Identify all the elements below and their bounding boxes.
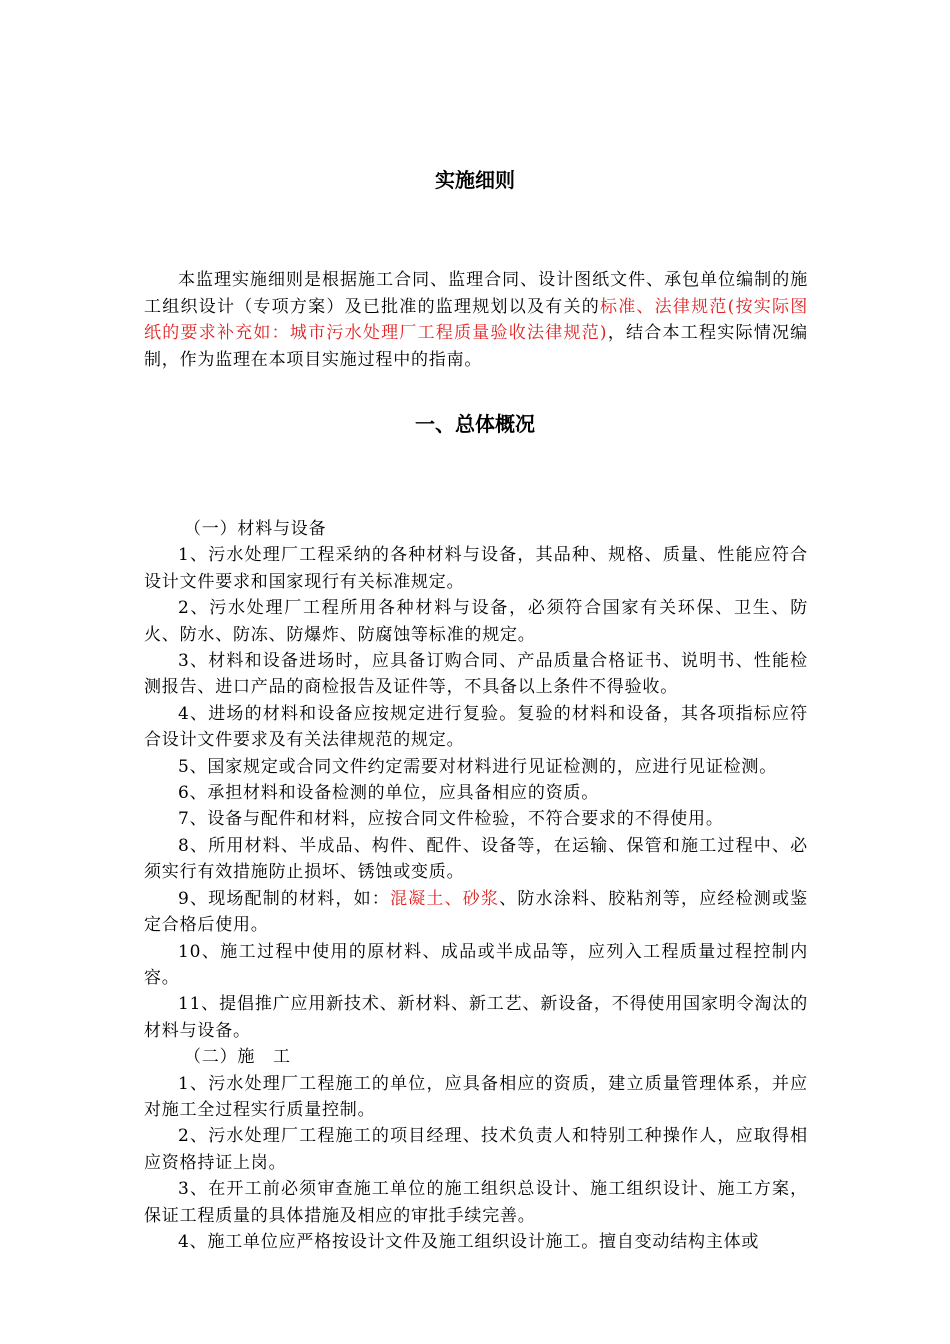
content-list <box>144 516 808 1255</box>
document-title: 实施细则 <box>435 168 515 192</box>
materials-item: 8、所用材料、半成品、构件、配件、设备等，在运输、保管和施工过程中、必须实行有效措施防止损坏、锈蚀或变质。 <box>144 835 808 883</box>
materials-item: 3、材料和设备进场时，应具备订购合同、产品质量合格证书、说明书、性能检测报告、进口产品的商检报告及证件等，不具备以上条件不得验收。 <box>144 651 808 698</box>
intro-paragraph <box>144 267 808 373</box>
item9-text-pre: 9、现场配制的材料，如： <box>178 888 391 909</box>
materials-item: 4、进场的材料和设备应按规定进行复验。复验的材料和设备，其各项指标应符合设计文件要求及有关法律规范的规定。 <box>144 703 808 751</box>
intro-highlight-red: 标准、法律规范(按实际图纸的要求补充如：城市污水处理厂工程质量验收法律规范) <box>144 296 809 343</box>
item9-text-post: 、防水涂料、胶粘剂等，应经检测或鉴定合格后使用。 <box>144 888 808 936</box>
item9-highlight-red: 混凝土、砂浆 <box>390 888 500 909</box>
materials-item: 7、设备与配件和材料，应按合同文件检验，不符合要求的不得使用。 <box>178 809 724 830</box>
section-title: 一、总体概况 <box>415 412 535 436</box>
materials-item: 5、国家规定或合同文件约定需要对材料进行见证检测的，应进行见证检测。 <box>178 756 778 777</box>
materials-item-9 <box>144 886 808 939</box>
materials-heading: （一）材料与设备 <box>184 519 327 539</box>
intro-text-1: 本监理实施细则是根据施工合同、监理合同、设计图纸文件、承包单位编制的施工组织设计（专项方案）及已批准的监理规划以及有关的 <box>144 270 808 317</box>
intro-paragraph-block <box>144 267 808 373</box>
materials-item: 1、污水处理厂工程采纳的各种材料与设备，其品种、规格、质量、性能应符合设计文件要求和国家现行有关标准规定。 <box>144 545 808 592</box>
intro-text-2: ，结合本工程实际情况编制，作为监理在本项目实施过程中的指南。 <box>144 323 808 370</box>
construction-item: 2、污水处理厂工程施工的项目经理、技术负责人和特别工种操作人，应取得相应资格持证上岗。 <box>144 1126 808 1173</box>
construction-heading: （二）施 工 <box>184 1047 291 1068</box>
construction-item: 3、在开工前必须审查施工单位的施工组织总设计、施工组织设计、施工方案，保证工程质量的具体措施及相应的审批手续完善。 <box>144 1179 808 1226</box>
materials-item: 11、提倡推广应用新技术、新材料、新工艺、新设备，不得使用国家明令淘汰的材料与设备。 <box>144 994 808 1041</box>
materials-item: 10、施工过程中使用的原材料、成品或半成品等，应列入工程质量过程控制内容。 <box>144 941 808 988</box>
materials-item: 6、承担材料和设备检测的单位，应具备相应的资质。 <box>178 783 600 804</box>
construction-item: 4、施工单位应严格按设计文件及施工组织设计施工。擅自变动结构主体或 <box>178 1231 760 1252</box>
materials-item: 2、污水处理厂工程所用各种材料与设备，必须符合国家有关环保、卫生、防火、防水、防冻、防爆炸、防腐蚀等标准的规定。 <box>144 598 808 645</box>
construction-item: 1、污水处理厂工程施工的单位，应具备相应的资质，建立质量管理体系，并应对施工全过程实行质量控制。 <box>144 1073 808 1120</box>
